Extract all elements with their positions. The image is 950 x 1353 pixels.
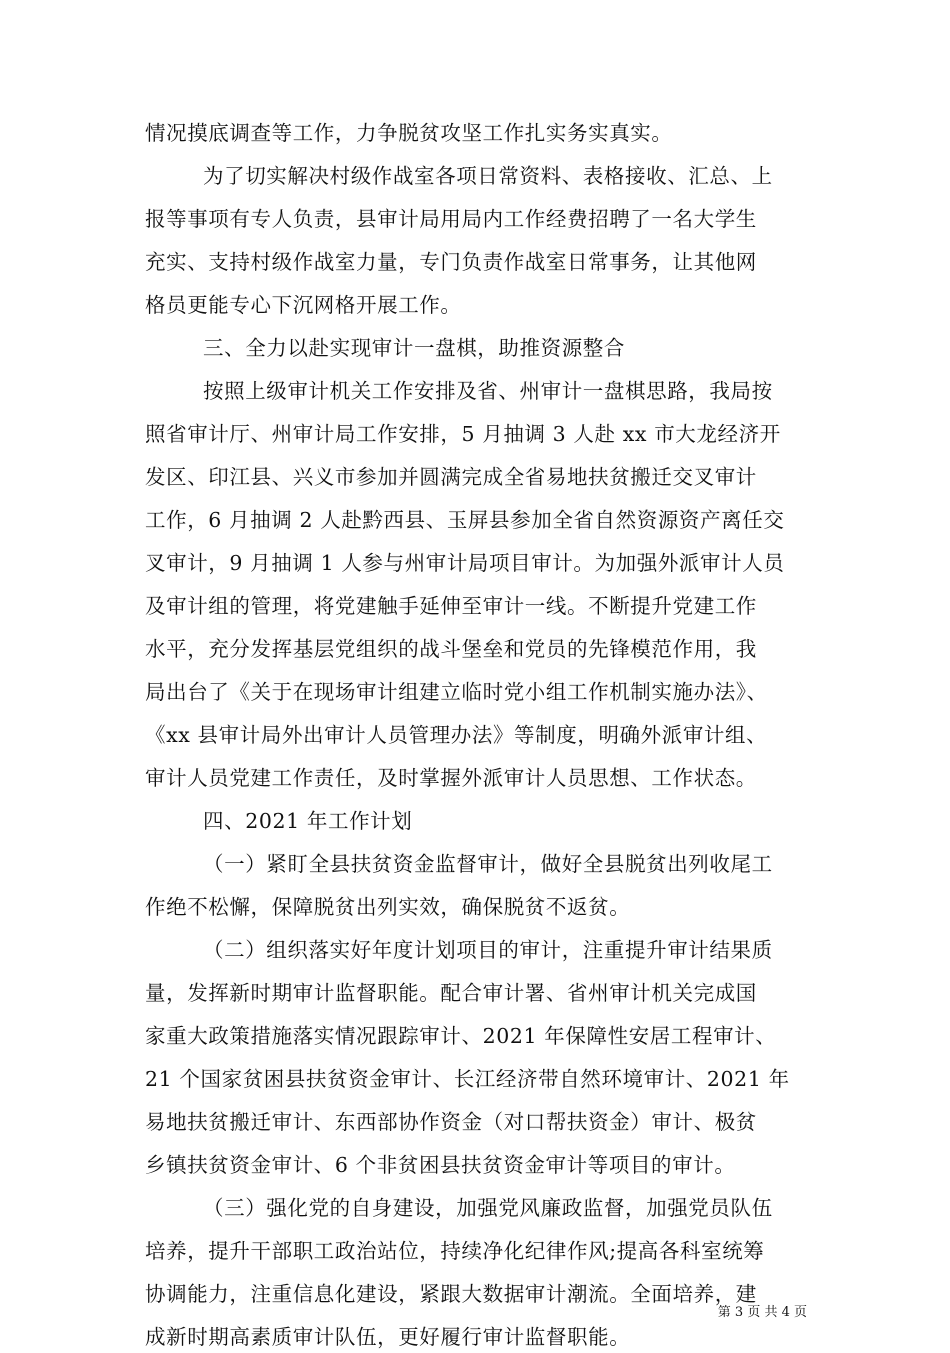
page-number: 第 3 页 共 4 页 xyxy=(717,1305,807,1320)
text-line: 格员更能专心下沉网格开展工作。 xyxy=(145,293,462,317)
text-line: 工作，6 月抽调 2 人赴黔西县、玉屏县参加全省自然资源资产离任交 xyxy=(145,508,785,532)
text-line: 21 个国家贫困县扶贫资金审计、长江经济带自然环境审计、2021 年 xyxy=(145,1067,790,1091)
text-line: 报等事项有专人负责，县审计局用局内工作经费招聘了一名大学生 xyxy=(145,207,757,231)
text-line: 家重大政策措施落实情况跟踪审计、2021 年保障性安居工程审计、 xyxy=(145,1024,777,1048)
text-line: 《xx 县审计局外出审计人员管理办法》等制度，明确外派审计组、 xyxy=(145,723,768,747)
text-line: 照省审计厅、州审计局工作安排，5 月抽调 3 人赴 xx 市大龙经济开 xyxy=(145,422,781,446)
section-heading-3: 三、全力以赴实现审计一盘棋，助推资源整合 xyxy=(203,336,625,360)
text-line: 作绝不松懈，保障脱贫出列实效，确保脱贫不返贫。 xyxy=(145,895,631,919)
paragraph-start: 为了切实解决村级作战室各项日常资料、表格接收、汇总、上 xyxy=(203,164,773,188)
text-line: 量，发挥新时期审计监督职能。配合审计署、省州审计机关完成国 xyxy=(145,981,757,1005)
text-line: 协调能力，注重信息化建设，紧跟大数据审计潮流。全面培养，建 xyxy=(145,1282,757,1306)
text-line: 发区、印江县、兴义市参加并圆满完成全省易地扶贫搬迁交叉审计 xyxy=(145,465,757,489)
text-line: 易地扶贫搬迁审计、东西部协作资金（对口帮扶资金）审计、极贫 xyxy=(145,1110,757,1134)
text-line: 情况摸底调查等工作，力争脱贫攻坚工作扎实务实真实。 xyxy=(145,121,673,145)
text-line: 局出台了《关于在现场审计组建立临时党小组工作机制实施办法》、 xyxy=(145,680,768,704)
text-line: 叉审计，9 月抽调 1 人参与州审计局项目审计。为加强外派审计人员 xyxy=(145,551,785,575)
text-line: 培养，提升干部职工政治站位，持续净化纪律作风;提高各科室统筹 xyxy=(145,1239,765,1263)
section-heading-4: 四、2021 年工作计划 xyxy=(203,809,413,833)
plan-item-1: （一）紧盯全县扶贫资金监督审计，做好全县脱贫出列收尾工 xyxy=(203,852,773,876)
text-line: 审计人员党建工作责任，及时掌握外派审计人员思想、工作状态。 xyxy=(145,766,757,790)
plan-item-2: （二）组织落实好年度计划项目的审计，注重提升审计结果质 xyxy=(203,938,773,962)
plan-item-3: （三）强化党的自身建设，加强党风廉政监督，加强党员队伍 xyxy=(203,1196,773,1220)
text-line: 乡镇扶贫资金审计、6 个非贫困县扶贫资金审计等项目的审计。 xyxy=(145,1153,736,1177)
paragraph-start: 按照上级审计机关工作安排及省、州审计一盘棋思路，我局按 xyxy=(203,379,773,403)
text-line: 成新时期高素质审计队伍，更好履行审计监督职能。 xyxy=(145,1325,631,1349)
text-line: 水平，充分发挥基层党组织的战斗堡垒和党员的先锋模范作用，我 xyxy=(145,637,757,661)
text-line: 充实、支持村级作战室力量，专门负责作战室日常事务，让其他网 xyxy=(145,250,757,274)
text-line: 及审计组的管理，将党建触手延伸至审计一线。不断提升党建工作 xyxy=(145,594,757,618)
